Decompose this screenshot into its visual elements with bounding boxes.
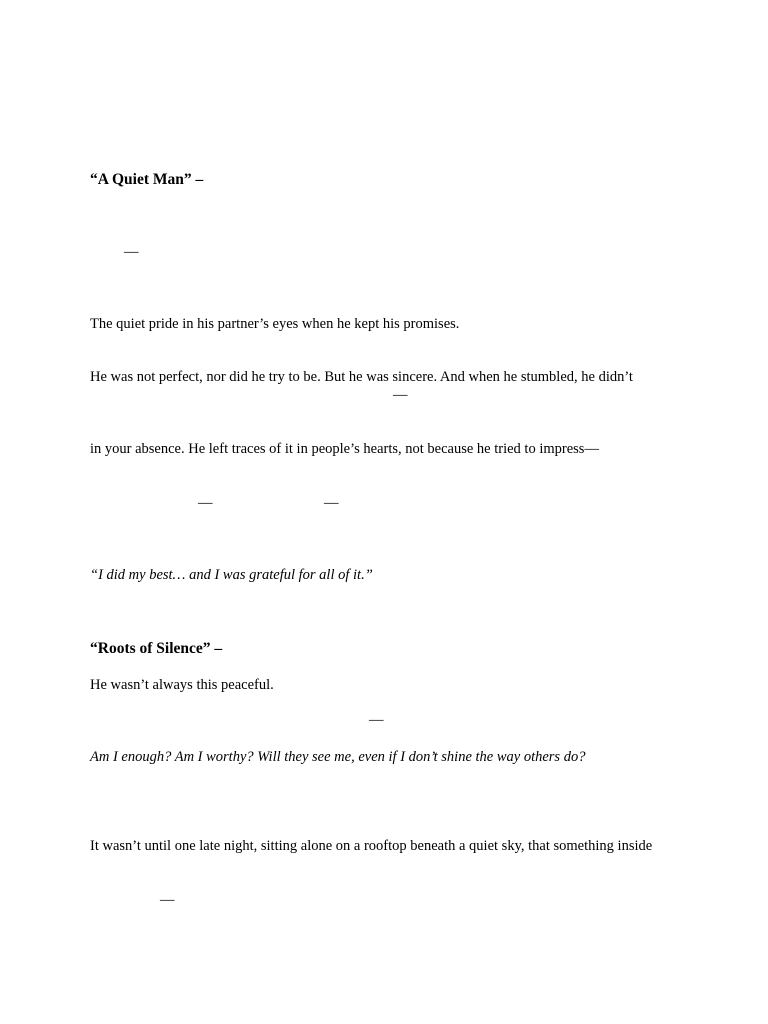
italic-question-text: Am I enough? Am I worthy? Will they see me, even if I don’t shine the way others do?: [90, 749, 586, 765]
section-heading-roots-of-silence: “Roots of Silence” –: [90, 640, 223, 657]
paragraph-text: The quiet pride in his partner’s eyes when he kept his promises.: [90, 316, 460, 332]
paragraph-text: He wasn’t always this peaceful.: [90, 677, 274, 693]
section-heading-a-quiet-man: “A Quiet Man” –: [90, 171, 204, 188]
em-dash: —: [393, 387, 408, 403]
em-dash: —: [324, 495, 339, 511]
em-dash: —: [369, 712, 384, 728]
paragraph-text: He was not perfect, nor did he try to be. But he was sincere. And when he stumbled, he didn’t: [90, 369, 633, 385]
paragraph-text: in your absence. He left traces of it in people’s hearts, not because he tried to impress—: [90, 441, 599, 457]
em-dash: —: [124, 244, 139, 260]
em-dash: —: [160, 892, 175, 908]
quote-text: “I did my best… and I was grateful for all of it.”: [90, 567, 373, 583]
em-dash: —: [198, 495, 213, 511]
paragraph-text: It wasn’t until one late night, sitting alone on a rooftop beneath a quiet sky, that something inside: [90, 838, 653, 854]
